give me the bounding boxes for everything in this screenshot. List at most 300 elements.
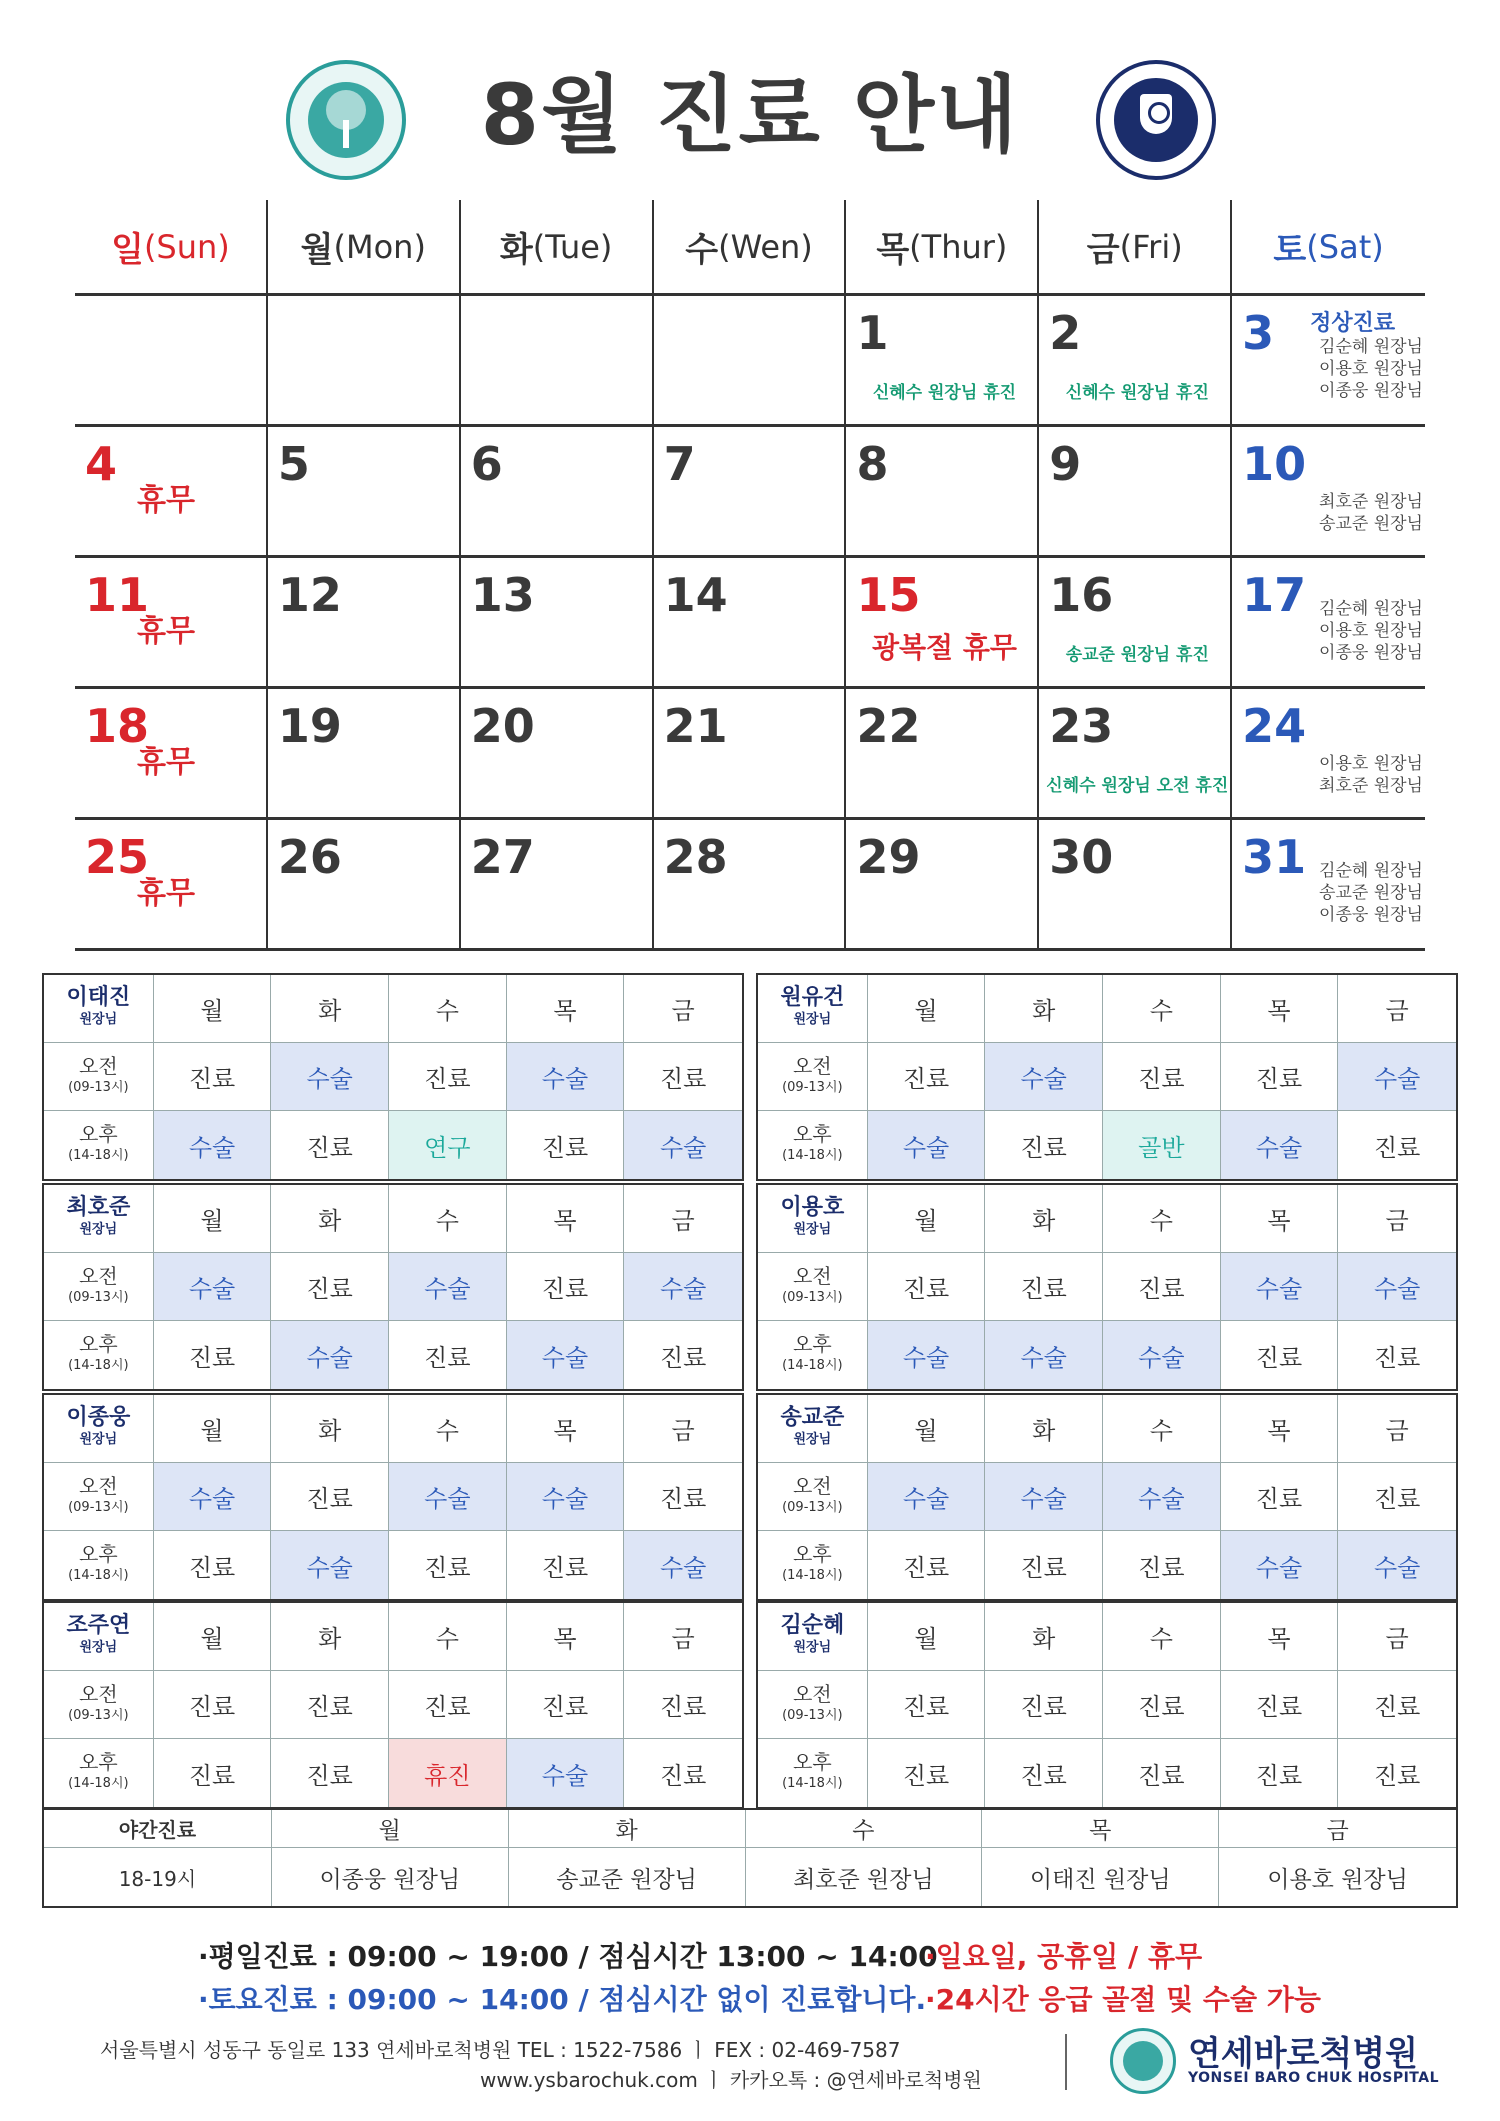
doctor-name: 조주연 xyxy=(66,1612,131,1638)
doctor-title: 원장님 xyxy=(793,1221,832,1237)
day-number: 16 xyxy=(1049,568,1114,622)
schedule-cell: 수술 xyxy=(154,1463,272,1530)
schedule-header-row xyxy=(44,1185,742,1253)
schedule-cell: 진료 xyxy=(271,1671,389,1738)
schedule-cell: 진료 xyxy=(985,1253,1103,1320)
night-day: 목 xyxy=(982,1810,1219,1847)
schedule-pm-row xyxy=(758,1111,1456,1179)
calendar-week xyxy=(75,558,1425,689)
calendar-day xyxy=(268,427,461,555)
saturday-hours: ·토요진료 : 09:00 ~ 14:00 / 점심시간 없이 진료합니다. xyxy=(198,1983,927,2016)
schedule-day: 목 xyxy=(507,1603,625,1670)
schedule-cell: 진료 xyxy=(507,1111,625,1179)
emergency-notice: ·24시간 응급 골절 및 수술 가능 xyxy=(925,1983,1321,2016)
schedule-cell: 수술 xyxy=(507,1321,625,1389)
schedule-cell: 진료 xyxy=(1221,1671,1339,1738)
schedule-cell: 수술 xyxy=(624,1253,742,1320)
schedule-cell: 진료 xyxy=(1103,1531,1221,1599)
calendar-day xyxy=(1039,820,1232,948)
schedule-am-row xyxy=(44,1043,742,1111)
schedule-cell: 수술 xyxy=(985,1043,1103,1110)
schedule-day: 목 xyxy=(1221,975,1339,1042)
address-line: 서울특별시 성동구 동일로 133 연세바로척병원 TEL : 1522-7586 ㅣ FEX : 02-469-7587 xyxy=(100,2038,901,2062)
schedule-day: 화 xyxy=(985,1395,1103,1462)
schedule-cell: 진료 xyxy=(1221,1739,1339,1807)
schedule-cell: 진료 xyxy=(1221,1321,1339,1389)
holiday-note: 광복절 휴무 xyxy=(871,631,1017,664)
schedule-day: 목 xyxy=(1221,1603,1339,1670)
calendar-day xyxy=(1232,820,1425,948)
day-number: 24 xyxy=(1242,699,1307,753)
doctor-name: 김순혜 xyxy=(780,1612,845,1638)
schedule-cell: 진료 xyxy=(985,1111,1103,1179)
schedule-cell: 진료 xyxy=(659,1693,707,1721)
period-label: 오후 (14-18시) xyxy=(758,1531,868,1599)
hospital-seal-logo xyxy=(286,60,406,180)
doctor-name-cell xyxy=(758,1185,868,1252)
calendar-day xyxy=(846,820,1039,948)
day-number: 3 xyxy=(1242,306,1275,360)
schedule-day: 월 xyxy=(154,1603,272,1670)
schedule-cell: 진료 xyxy=(507,1253,625,1320)
period-label: 오전 (09-13시) xyxy=(44,1463,154,1530)
calendar-week xyxy=(75,296,1425,427)
doctor-name-cell xyxy=(758,1603,868,1670)
schedule-day: 목 xyxy=(1221,1185,1339,1252)
day-number: 23 xyxy=(1049,699,1114,753)
saturday-label: 정상진료 xyxy=(1310,311,1396,336)
calendar xyxy=(75,200,1425,951)
day-number: 15 xyxy=(856,568,921,622)
rest-label: 휴무 xyxy=(137,876,195,911)
calendar-day xyxy=(461,427,654,555)
calendar-week xyxy=(75,427,1425,558)
calendar-day xyxy=(268,820,461,948)
schedule-day: 화 xyxy=(271,1185,389,1252)
calendar-day xyxy=(1232,689,1425,817)
calendar-day xyxy=(846,427,1039,555)
day-number: 4 xyxy=(85,437,118,491)
doctor-schedule-table xyxy=(42,1183,744,1391)
day-number: 1 xyxy=(856,306,889,360)
doctor-name-cell xyxy=(44,1603,154,1670)
schedule-header-row xyxy=(44,1395,742,1463)
calendar-day xyxy=(268,558,461,686)
schedule-cell: 수술 xyxy=(1221,1111,1339,1179)
schedule-cell: 진료 xyxy=(1103,1253,1221,1320)
schedule-cell: 진료 xyxy=(154,1321,272,1389)
calendar-day xyxy=(654,820,847,948)
period-label: 오후 (14-18시) xyxy=(44,1531,154,1599)
schedule-header-row xyxy=(758,1395,1456,1463)
calendar-day xyxy=(1039,296,1232,424)
day-number: 27 xyxy=(470,830,535,884)
schedule-cell: 수술 xyxy=(868,1463,986,1530)
schedule-day: 월 xyxy=(154,1395,272,1462)
schedule-cell: 수술 xyxy=(1338,1253,1456,1320)
day-number: 20 xyxy=(470,699,535,753)
schedule-header-row xyxy=(44,975,742,1043)
day-number: 11 xyxy=(85,568,150,622)
night-day: 금 xyxy=(1326,1818,1349,1844)
doctor-name: 송교준 xyxy=(780,1404,845,1430)
schedule-cell: 수술 xyxy=(271,1043,389,1110)
schedule-am-row xyxy=(758,1253,1456,1321)
calendar-day xyxy=(1039,558,1232,686)
schedule-cell: 진료 xyxy=(271,1111,389,1179)
schedule-day: 화 xyxy=(985,1603,1103,1670)
day-number: 17 xyxy=(1242,568,1307,622)
calendar-day xyxy=(75,820,268,948)
schedule-day: 화 xyxy=(985,1185,1103,1252)
schedule-cell: 진료 xyxy=(1221,1463,1339,1530)
schedule-day: 수 xyxy=(1103,1185,1221,1252)
schedule-day: 목 xyxy=(507,1395,625,1462)
calendar-day xyxy=(654,689,847,817)
schedule-cell: 수술 xyxy=(1338,1531,1456,1599)
hospital-name: 연세바로척병원 xyxy=(1188,2034,1418,2074)
doctor-name: 원유건 xyxy=(780,984,845,1010)
period-label: 오전 (09-13시) xyxy=(758,1253,868,1320)
schedule-header-row xyxy=(758,1185,1456,1253)
schedule-cell: 진료 xyxy=(659,1485,707,1513)
schedule-cell: 수술 xyxy=(154,1253,272,1320)
night-doctor: 이용호 원장님 xyxy=(1267,1866,1408,1893)
period-label: 오전 (09-13시) xyxy=(758,1043,868,1110)
doctor-name: 이용호 xyxy=(780,1194,845,1220)
weekday-header xyxy=(75,200,1425,296)
period-label: 오후 (14-18시) xyxy=(44,1739,154,1807)
calendar-day xyxy=(654,427,847,555)
period-label: 오후 (14-18시) xyxy=(758,1111,868,1179)
doctor-schedule-table xyxy=(756,1601,1458,1809)
schedule-am-row xyxy=(44,1253,742,1321)
calendar-day xyxy=(846,296,1039,424)
day-number: 5 xyxy=(277,437,310,491)
saturday-doctors: 김순혜 원장님 송교준 원장님 이종웅 원장님 xyxy=(1319,861,1423,925)
schedule-cell: 진료 xyxy=(659,1761,707,1790)
schedule-cell: 골반 xyxy=(1103,1111,1221,1179)
day-note: 송교준 원장님 휴진 xyxy=(1065,645,1209,665)
schedule-cell: 진료 xyxy=(868,1043,986,1110)
doctor-schedule-table xyxy=(42,973,744,1181)
calendar-day xyxy=(654,558,847,686)
schedule-pm-row xyxy=(44,1531,742,1599)
doctor-schedule-table xyxy=(756,1183,1458,1391)
calendar-day xyxy=(461,558,654,686)
period-label: 오후 (14-18시) xyxy=(758,1739,868,1807)
calendar-day-empty xyxy=(268,296,461,424)
day-number: 19 xyxy=(277,699,342,753)
schedule-day: 목 xyxy=(507,1185,625,1252)
schedule-day: 화 xyxy=(271,1603,389,1670)
schedule-cell: 진료 xyxy=(985,1531,1103,1599)
day-number: 9 xyxy=(1049,437,1082,491)
day-number: 25 xyxy=(85,830,150,884)
calendar-day-empty xyxy=(75,296,268,424)
doctor-name: 이종웅 xyxy=(66,1404,131,1430)
schedule-cell: 수술 xyxy=(624,1531,742,1599)
period-label: 오후 (14-18시) xyxy=(758,1321,868,1389)
schedule-cell: 진료 xyxy=(659,1343,707,1372)
period-label: 오후 (14-18시) xyxy=(44,1321,154,1389)
schedule-cell: 수술 xyxy=(271,1531,389,1599)
schedule-cell: 진료 xyxy=(271,1253,389,1320)
doctor-name-cell xyxy=(758,1395,868,1462)
day-note: 신혜수 원장님 휴진 xyxy=(1065,383,1209,403)
schedule-cell: 진료 xyxy=(271,1463,389,1530)
calendar-day-empty xyxy=(461,296,654,424)
schedule-cell: 수술 xyxy=(868,1111,986,1179)
schedule-cell: 수술 xyxy=(1103,1463,1221,1530)
schedule-cell: 진료 xyxy=(1373,1133,1421,1162)
day-number: 31 xyxy=(1242,830,1307,884)
schedule-cell: 진료 xyxy=(1373,1693,1421,1721)
weekday-hours: ·평일진료 : 09:00 ~ 19:00 / 점심시간 13:00 ~ 14:00 xyxy=(198,1940,938,1973)
weekday-sat: 토 (Sat) xyxy=(1273,227,1384,270)
schedule-cell: 진료 xyxy=(659,1065,707,1093)
period-label: 오후 (14-18시) xyxy=(44,1111,154,1179)
schedule-day: 수 xyxy=(1103,1603,1221,1670)
schedule-cell: 진료 xyxy=(1103,1043,1221,1110)
schedule-cell: 진료 xyxy=(868,1253,986,1320)
doctor-name: 최호준 xyxy=(66,1194,131,1220)
calendar-day xyxy=(75,689,268,817)
schedule-pm-row xyxy=(758,1739,1456,1807)
schedule-day: 금 xyxy=(1385,997,1409,1025)
schedule-cell: 진료 xyxy=(154,1531,272,1599)
holiday-notice: ·일요일, 공휴일 / 휴무 xyxy=(925,1940,1203,1973)
rest-label: 휴무 xyxy=(137,614,195,649)
doctor-title: 원장님 xyxy=(79,1639,118,1655)
schedule-cell: 진료 xyxy=(389,1531,507,1599)
schedule-cell: 진료 xyxy=(868,1531,986,1599)
period-label: 오전 (09-13시) xyxy=(44,1043,154,1110)
day-number: 13 xyxy=(470,568,535,622)
university-seal-logo xyxy=(1096,60,1216,180)
schedule-cell: 진료 xyxy=(1373,1485,1421,1513)
schedule-pm-row xyxy=(44,1111,742,1179)
schedule-day: 금 xyxy=(671,1625,695,1653)
calendar-day xyxy=(268,689,461,817)
night-day: 월 xyxy=(272,1810,509,1847)
schedule-cell: 진료 xyxy=(985,1671,1103,1738)
day-number: 26 xyxy=(277,830,342,884)
schedule-day: 금 xyxy=(1385,1417,1409,1445)
schedule-cell: 수술 xyxy=(1221,1253,1339,1320)
weekday-sun: 일 (Sun) xyxy=(75,200,268,293)
day-number: 22 xyxy=(856,699,921,753)
schedule-header-row xyxy=(758,975,1456,1043)
schedule-pm-row xyxy=(44,1321,742,1389)
period-label: 오전 (09-13시) xyxy=(44,1253,154,1320)
schedule-day: 수 xyxy=(389,1603,507,1670)
calendar-week xyxy=(75,689,1425,820)
schedule-day: 월 xyxy=(868,1395,986,1462)
night-time: 18-19시 xyxy=(44,1848,272,1906)
schedule-day: 화 xyxy=(271,975,389,1042)
schedule-day: 금 xyxy=(671,1207,695,1235)
doctor-name-cell xyxy=(758,975,868,1042)
doctor-title: 원장님 xyxy=(793,1011,832,1027)
weekday-thu: 목 (Thur) xyxy=(846,200,1039,293)
period-label: 오전 (09-13시) xyxy=(758,1463,868,1530)
rest-label: 휴무 xyxy=(137,745,195,780)
schedule-cell: 진료 xyxy=(389,1321,507,1389)
schedule-cell: 수술 xyxy=(389,1463,507,1530)
schedule-day: 화 xyxy=(985,975,1103,1042)
schedule-cell: 진료 xyxy=(154,1671,272,1738)
calendar-week xyxy=(75,820,1425,951)
schedule-header-row xyxy=(44,1603,742,1671)
day-number: 18 xyxy=(85,699,150,753)
schedule-am-row xyxy=(44,1671,742,1739)
schedule-cell: 진료 xyxy=(1103,1671,1221,1738)
schedule-day: 금 xyxy=(1385,1625,1409,1653)
schedule-header-row xyxy=(758,1603,1456,1671)
schedule-cell: 휴진 xyxy=(389,1739,507,1807)
night-doctor: 이태진 원장님 xyxy=(982,1848,1219,1906)
web-line: www.ysbarochuk.com ㅣ 카카오톡 : @연세바로척병원 xyxy=(480,2068,982,2092)
schedule-day: 월 xyxy=(868,1185,986,1252)
schedule-day: 월 xyxy=(154,975,272,1042)
weekday-fri: 금 (Fri) xyxy=(1039,200,1232,293)
schedule-cell: 수술 xyxy=(507,1043,625,1110)
schedule-cell: 수술 xyxy=(624,1111,742,1179)
schedule-day: 수 xyxy=(389,975,507,1042)
schedule-cell: 연구 xyxy=(389,1111,507,1179)
schedule-am-row xyxy=(758,1671,1456,1739)
period-label: 오전 (09-13시) xyxy=(44,1671,154,1738)
schedule-cell: 수술 xyxy=(985,1463,1103,1530)
doctor-title: 원장님 xyxy=(793,1431,832,1447)
calendar-day xyxy=(1039,427,1232,555)
doctor-title: 원장님 xyxy=(79,1431,118,1447)
doctor-title: 원장님 xyxy=(79,1011,118,1027)
day-number: 7 xyxy=(663,437,696,491)
night-label: 야간진료 xyxy=(44,1810,272,1847)
period-label: 오전 (09-13시) xyxy=(758,1671,868,1738)
schedule-day: 월 xyxy=(868,975,986,1042)
schedule-cell: 진료 xyxy=(271,1739,389,1807)
schedule-day: 금 xyxy=(671,997,695,1025)
schedule-pm-row xyxy=(758,1321,1456,1389)
header xyxy=(0,0,1500,200)
doctor-title: 원장님 xyxy=(79,1221,118,1237)
schedule-cell: 진료 xyxy=(507,1671,625,1738)
footer-divider xyxy=(1065,2034,1067,2090)
doctor-schedule-table xyxy=(42,1393,744,1601)
schedule-day: 수 xyxy=(1103,1395,1221,1462)
day-number: 8 xyxy=(856,437,889,491)
night-day: 수 xyxy=(746,1810,983,1847)
weekday-tue: 화 (Tue) xyxy=(461,200,654,293)
saturday-doctors: 김순혜 원장님 이용호 원장님 이종웅 원장님 xyxy=(1319,337,1423,401)
schedule-cell: 수술 xyxy=(985,1321,1103,1389)
schedule-cell: 수술 xyxy=(154,1111,272,1179)
schedule-cell: 수술 xyxy=(1338,1043,1456,1110)
hospital-logo-icon xyxy=(1110,2028,1176,2094)
schedule-cell: 수술 xyxy=(1221,1531,1339,1599)
schedule-am-row xyxy=(758,1043,1456,1111)
day-number: 14 xyxy=(663,568,728,622)
schedule-pm-row xyxy=(44,1739,742,1807)
schedule-day: 금 xyxy=(671,1417,695,1445)
saturday-doctors: 최호준 원장님 송교준 원장님 xyxy=(1319,492,1423,534)
night-doctor: 이종웅 원장님 xyxy=(272,1848,509,1906)
schedule-am-row xyxy=(758,1463,1456,1531)
schedule-cell: 진료 xyxy=(1103,1739,1221,1807)
doctor-name-cell xyxy=(44,1185,154,1252)
doctor-name: 이태진 xyxy=(66,984,131,1010)
doctor-schedule-table xyxy=(42,1601,744,1809)
schedule-cell: 진료 xyxy=(1373,1343,1421,1372)
calendar-day xyxy=(846,689,1039,817)
day-number: 10 xyxy=(1242,437,1307,491)
calendar-day xyxy=(1232,558,1425,686)
schedule-day: 금 xyxy=(1385,1207,1409,1235)
day-number: 28 xyxy=(663,830,728,884)
day-number: 12 xyxy=(277,568,342,622)
schedule-cell: 진료 xyxy=(154,1739,272,1807)
schedule-cell: 진료 xyxy=(389,1043,507,1110)
schedule-cell: 진료 xyxy=(868,1671,986,1738)
night-clinic-table xyxy=(42,1808,1458,1908)
doctor-schedule-table xyxy=(756,1393,1458,1601)
doctor-schedule-table xyxy=(756,973,1458,1181)
calendar-day xyxy=(75,558,268,686)
schedule-pm-row xyxy=(758,1531,1456,1599)
schedule-day: 수 xyxy=(1103,975,1221,1042)
schedule-cell: 진료 xyxy=(507,1531,625,1599)
day-note: 신혜수 원장님 오전 휴진 xyxy=(1046,776,1229,796)
schedule-cell: 진료 xyxy=(868,1739,986,1807)
schedule-day: 수 xyxy=(389,1395,507,1462)
schedule-day: 수 xyxy=(389,1185,507,1252)
schedule-day: 화 xyxy=(271,1395,389,1462)
schedule-am-row xyxy=(44,1463,742,1531)
calendar-day xyxy=(1232,427,1425,555)
calendar-day xyxy=(1232,296,1425,424)
day-number: 29 xyxy=(856,830,921,884)
schedule-cell: 수술 xyxy=(507,1463,625,1530)
page-title: 8월 진료 안내 xyxy=(480,66,1020,164)
schedule-cell: 수술 xyxy=(1103,1321,1221,1389)
schedule-cell: 진료 xyxy=(1221,1043,1339,1110)
calendar-day xyxy=(1039,689,1232,817)
calendar-day xyxy=(461,689,654,817)
calendar-day xyxy=(461,820,654,948)
night-header-row xyxy=(44,1810,1456,1848)
schedule-cell: 수술 xyxy=(507,1739,625,1807)
doctor-title: 원장님 xyxy=(793,1639,832,1655)
calendar-day-empty xyxy=(654,296,847,424)
saturday-doctors: 이용호 원장님 최호준 원장님 xyxy=(1319,754,1423,796)
day-number: 21 xyxy=(663,699,728,753)
day-note: 신혜수 원장님 휴진 xyxy=(872,383,1017,403)
night-doctor: 최호준 원장님 xyxy=(746,1848,983,1906)
schedule-cell: 수술 xyxy=(868,1321,986,1389)
calendar-day xyxy=(75,427,268,555)
day-number: 2 xyxy=(1049,306,1082,360)
rest-label: 휴무 xyxy=(137,483,195,518)
weekday-mon: 월 (Mon) xyxy=(268,200,461,293)
schedule-day: 목 xyxy=(1221,1395,1339,1462)
hospital-name-en: YONSEI BARO CHUK HOSPITAL xyxy=(1188,2070,1440,2086)
schedule-day: 목 xyxy=(507,975,625,1042)
schedule-day: 월 xyxy=(868,1603,986,1670)
night-doctor: 송교준 원장님 xyxy=(509,1848,746,1906)
